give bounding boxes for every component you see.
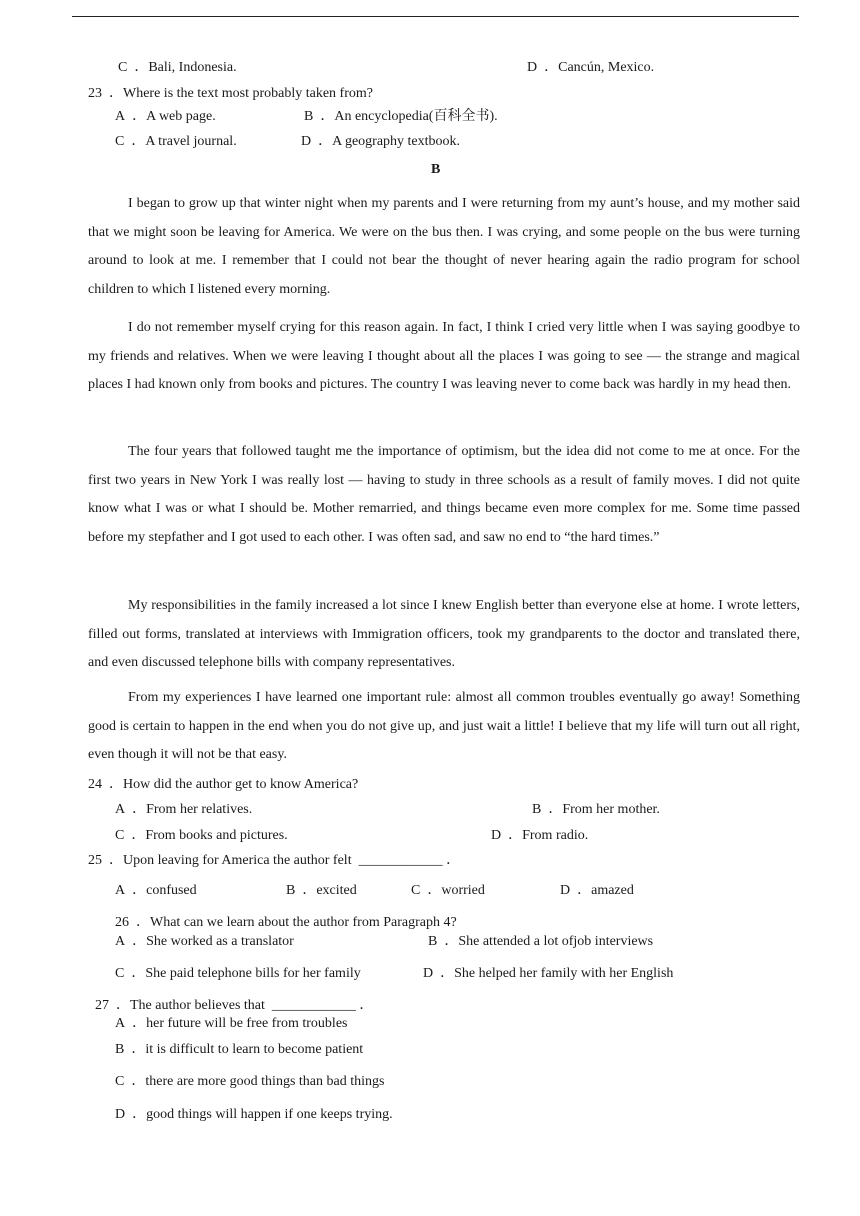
header-rule — [72, 16, 799, 17]
passage-paragraph-4 — [88, 592, 800, 678]
q25-option-c: C ．worried — [411, 883, 485, 898]
q24-option-a: A ．From her relatives. — [115, 802, 253, 817]
q26-option-c: C ．She paid telephone bills for her family — [115, 966, 361, 981]
q23-option-b: B ．An encyclopedia(百科全书). — [304, 109, 498, 124]
q26-option-d: D ．She helped her family with her English — [423, 966, 674, 981]
q25-option-b: B ．excited — [286, 883, 357, 898]
q23-stem: 23 ．Where is the text most probably taken from? — [88, 86, 373, 101]
q25-option-a: A ．confused — [115, 883, 197, 898]
q22-option-d: D ．Cancún, Mexico. — [527, 60, 655, 75]
q27-stem: 27 ．The author believes that ____________ ． — [95, 998, 374, 1013]
passage-paragraph-5 — [88, 684, 800, 770]
q24-option-c: C ．From books and pictures. — [115, 828, 288, 843]
q25-stem: 25 ．Upon leaving for America the author felt ____________ ． — [88, 853, 461, 868]
q24-option-b: B ．From her mother. — [532, 802, 660, 817]
paragraph-text: I do not remember myself crying for this reason again. In fact, I think I cried very little when I was saying goodbye to my friends and relatives. When we were leaving I thought about all the places I was going to see — the strange and magical places I had known only from books and pictures. The country I was leaving never to come back was hardly in my head then. — [88, 320, 800, 393]
paragraph-text: I began to grow up that winter night when my parents and I were returning from my aunt’s house, and my mother said that we might soon be leaving for America. We were on the bus then. I was crying, and some people on the bus were turning around to look at me. I remember that I could not bear the thought of never hearing again the radio program for school children to which I listened every morning. — [88, 196, 800, 298]
q27-option-c: C ．there are more good things than bad things — [115, 1074, 385, 1089]
q23-option-a: A ．A web page. — [115, 109, 216, 124]
q25-option-d: D ．amazed — [560, 883, 634, 898]
passage-paragraph-3 — [88, 438, 800, 553]
q23-option-d: D ．A geography textbook. — [301, 134, 461, 149]
passage-paragraph-2 — [88, 314, 800, 400]
passage-paragraph-1 — [88, 190, 800, 305]
q22-option-c: C ．Bali, Indonesia. — [118, 60, 237, 75]
q24-option-d: D ．From radio. — [491, 828, 589, 843]
q24-stem: 24 ．How did the author get to know America? — [88, 777, 359, 792]
q23-option-c: C ．A travel journal. — [115, 134, 237, 149]
paragraph-text: My responsibilities in the family increased a lot since I knew English better than everyone else at home. I wrote letters, filled out forms, translated at interviews with Immigration officers, took my grandparents to the doctor and translated there, and even discussed telephone bills with company representatives. — [88, 598, 800, 671]
q27-option-b: B ．it is difficult to learn to become patient — [115, 1042, 364, 1057]
q26-option-b: B ．She attended a lot ofjob interviews — [428, 934, 654, 949]
paragraph-text: From my experiences I have learned one important rule: almost all common troubles eventually go away! Something good is certain to happen in the end when you do not give up, and just wait a little! I believe that my life will turn out all right, even though it will not be that easy. — [88, 690, 800, 763]
q26-option-a: A ．She worked as a translator — [115, 934, 294, 949]
q27-option-d: D ．good things will happen if one keeps trying. — [115, 1107, 393, 1122]
q26-stem: 26 ．What can we learn about the author from Paragraph 4? — [115, 915, 457, 930]
q27-option-a: A ．her future will be free from troubles — [115, 1016, 348, 1031]
paragraph-text: The four years that followed taught me the importance of optimism, but the idea did not come to me at once. For the first two years in New York I was really lost — having to study in three schools as a result of family moves. I did not quite know what I was or what I should be. Mother remarried, and things became even more complex for me. Some time passed before my stepfather and I got used to each other. I was often sad, and saw no end to “the hard times.” — [88, 444, 800, 546]
passage-heading: B — [431, 162, 441, 177]
